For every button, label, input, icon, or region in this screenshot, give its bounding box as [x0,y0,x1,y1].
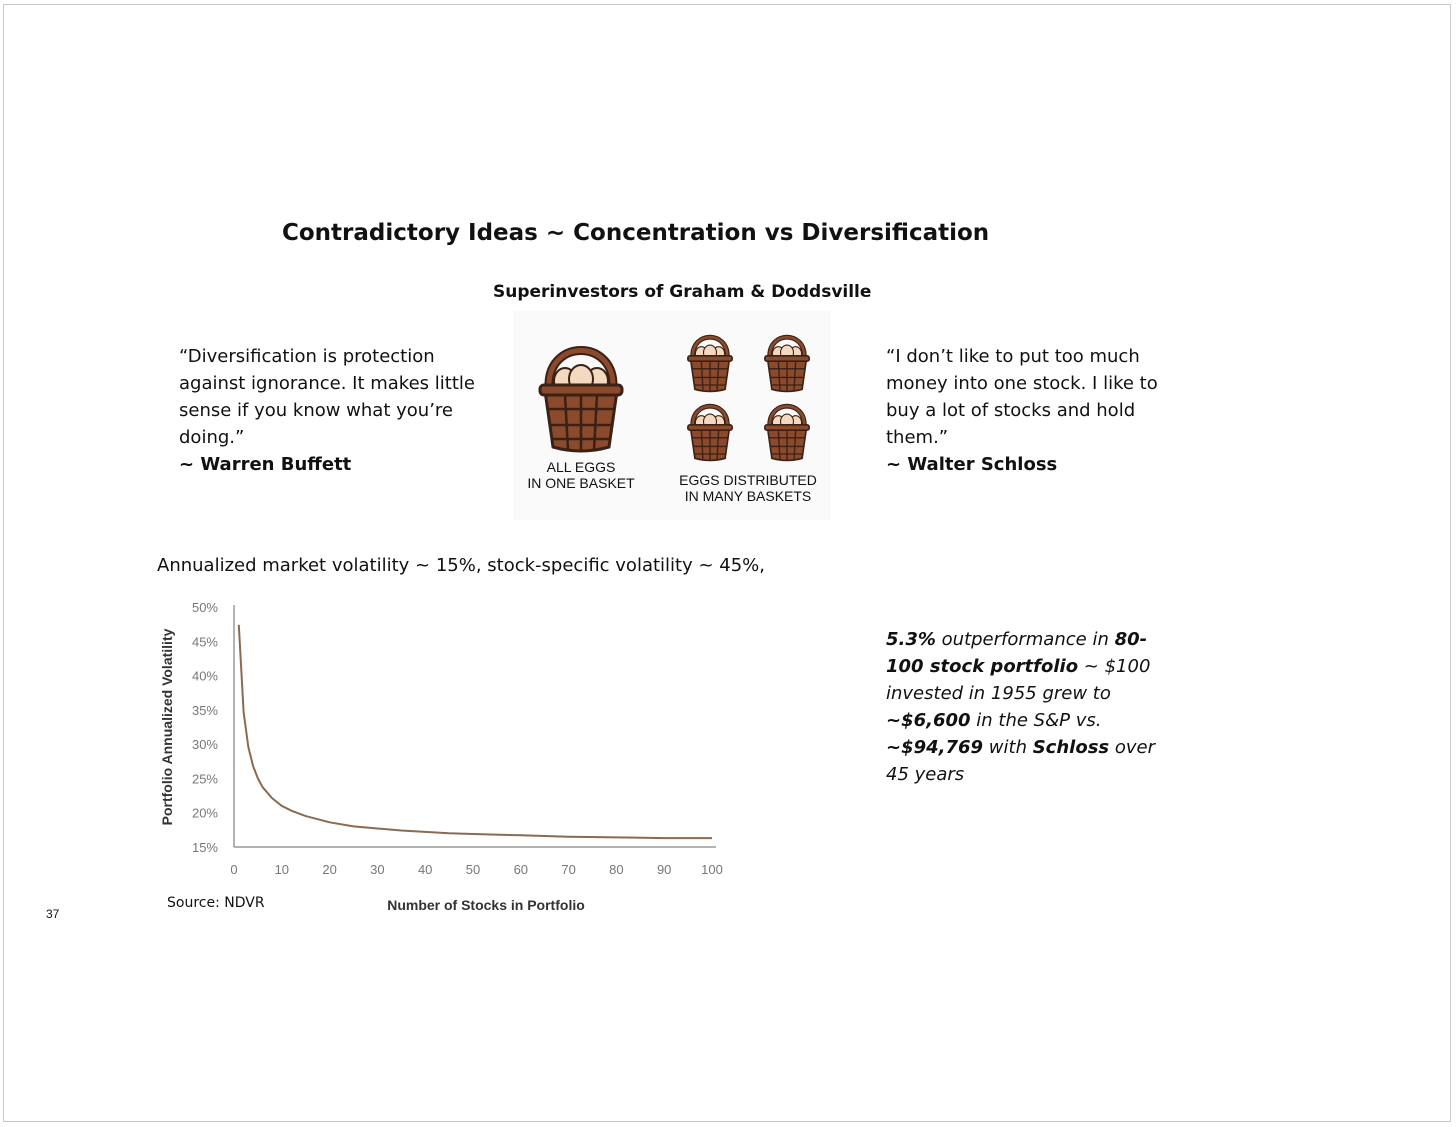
stat-part: 5.3% [886,629,936,650]
schloss-outperformance-stat [886,626,1156,788]
stat-part: ~$6,600 [886,710,971,731]
eggs-baskets-illustration [513,311,831,520]
stat-part: ~ $100 invested in 1955 grew to [886,656,1151,704]
schloss-quote-text: “I don’t like to put too much money into one stock. I like to buy a lot of stocks and hold them.” [886,346,1158,448]
big-basket-icon [540,351,622,453]
x-tick-label: 20 [322,862,337,877]
small-basket-icon [688,406,732,461]
stat-part: outperformance in [935,629,1115,650]
stat-part: over 45 years [886,737,1156,785]
all-eggs-label [521,459,641,491]
stat-part: 80-100 stock portfolio [886,629,1148,677]
slide-title: Contradictory Ideas ~ Concentration vs Diversification [282,220,990,246]
y-tick-label: 20% [191,805,218,821]
buffett-quote [179,343,489,478]
x-tick-label: 80 [609,862,624,877]
stat-part: Schloss [1032,737,1110,758]
volatility-series-line [239,625,712,838]
x-tick-label: 90 [656,862,672,877]
buffett-quote-text: “Diversification is protection against ignorance. It makes little sense if you know what you’re doing.” [179,346,475,448]
distributed-eggs-label-line1: EGGS DISTRIBUTED [679,472,817,488]
x-tick-label: 50 [465,862,481,877]
all-eggs-label-line2: IN ONE BASKET [527,475,635,491]
schloss-quote [886,343,1161,478]
volatility-chart-svg [150,595,740,925]
y-axis-label: Portfolio Annualized Volatility [159,628,175,826]
buffett-quote-author: ~ Warren Buffett [179,454,352,475]
schloss-quote-author: ~ Walter Schloss [886,454,1058,475]
source-note: Source: NDVR [167,895,265,911]
x-tick-label: 40 [417,862,433,877]
x-axis-label: Number of Stocks in Portfolio [387,897,585,913]
distributed-eggs-label [671,472,825,504]
y-tick-label: 25% [191,771,218,787]
y-tick-labels [192,600,218,855]
y-tick-label: 50% [191,600,218,615]
x-tick-labels [230,862,722,877]
slide-subtitle: Superinvestors of Graham & Doddsville [493,282,872,302]
y-tick-label: 45% [191,634,218,650]
x-tick-label: 100 [701,862,723,877]
y-tick-label: 30% [191,737,218,753]
volatility-note: Annualized market volatility ~ 15%, stock-specific volatility ~ 45%, [157,555,766,576]
all-eggs-label-line1: ALL EGGS [546,459,616,475]
small-basket-icon [765,406,809,461]
x-tick-label: 30 [370,862,385,877]
y-tick-label: 40% [191,668,218,684]
volatility-chart [150,595,740,925]
x-tick-label: 0 [230,862,238,877]
small-basket-icon [688,337,732,392]
y-tick-label: 35% [191,702,218,718]
stat-part: with [983,737,1033,758]
x-tick-label: 10 [274,862,290,877]
small-basket-icon [765,337,809,392]
stat-part: in the S&P vs. [970,710,1102,731]
y-tick-label: 15% [191,840,218,855]
x-tick-label: 60 [513,862,529,877]
x-tick-label: 70 [561,862,576,877]
stat-part: ~$94,769 [886,737,984,758]
distributed-eggs-label-line2: IN MANY BASKETS [684,488,812,504]
page-number: 37 [46,907,60,921]
